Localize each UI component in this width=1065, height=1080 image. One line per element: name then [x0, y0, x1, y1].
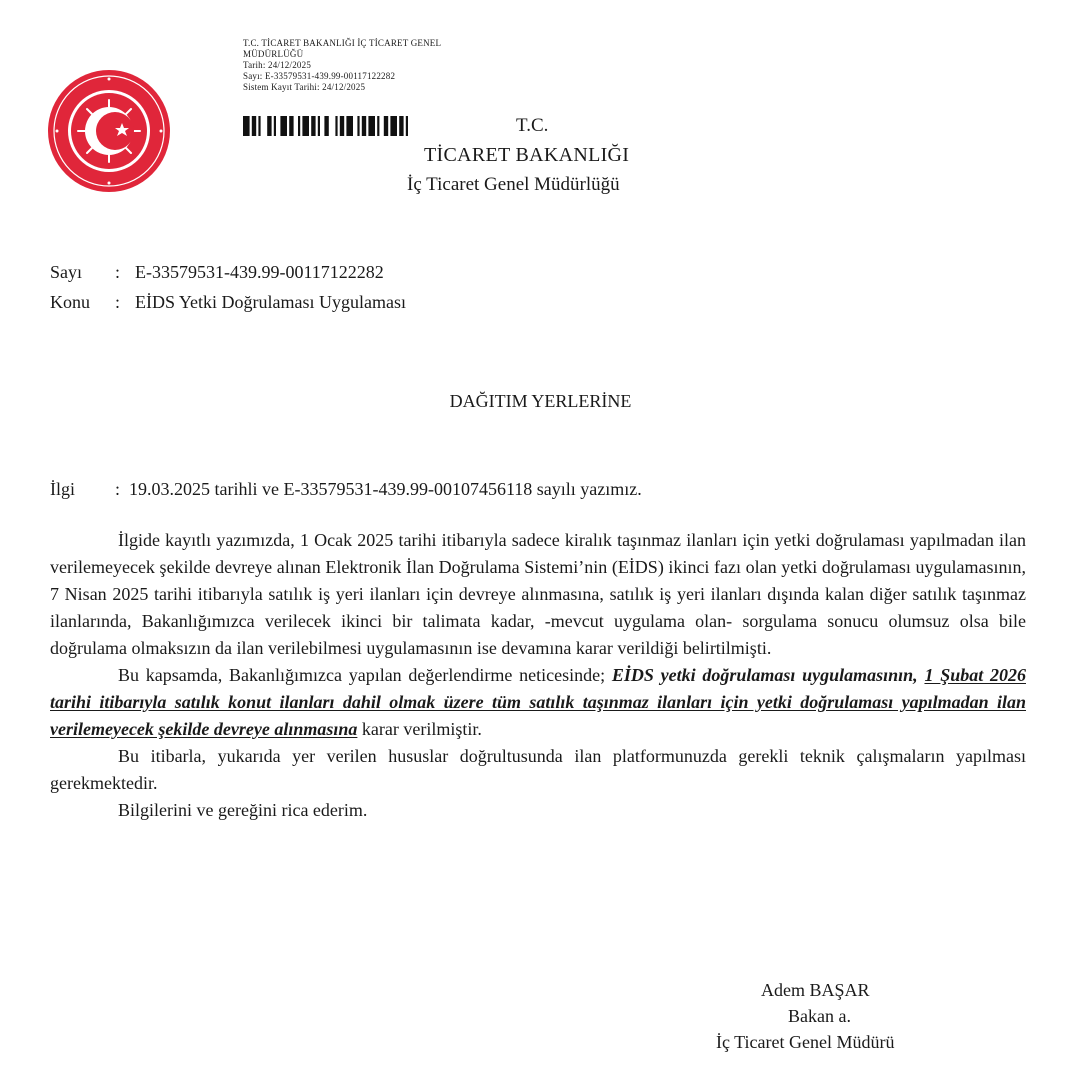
paragraph-2-bold: EİDS yetki doğrulaması uygulamasının,: [611, 665, 925, 685]
header-tc: T.C.: [516, 115, 549, 136]
signatory-title: İç Ticaret Genel Müdürü: [716, 1032, 895, 1052]
paragraph-3: Bu itibarla, yukarıda yer verilen hususlar doğrultusunda ilan platformunuzda gerekli teknik çalışmaların yapılması gerekmektedir.: [50, 746, 1026, 793]
ministry-seal-icon: [46, 68, 172, 194]
separator: :: [115, 479, 121, 499]
paragraph-2: [50, 662, 1026, 743]
paragraph-1: İlgide kayıtlı yazımızda, 1 Ocak 2025 tarihi itibarıyla sadece kiralık taşınmaz ilanları için yetki doğrulaması yapılmadan ilan verilemeyecek şekilde devreye alınan Elektronik İlan Doğrulama Sistemi’nin (EİDS) ikinci fazı olan yetki doğrulaması uygulamasının, 7 Nisan 2025 tarihi itibarıyla satılık iş yeri ilanları için devreye alınmasına, satılık iş yeri ilanları dışında kalan diğer satılık taşınmaz ilanlarında, Bakanlığımızca verilecek ikinci bir talimata kadar, -mevcut uygulama olan- sorgulama sonucu olumsuz olsa bile doğrulama olmaksızın da ilan verilebilmesi uygulamasının ise devamına karar verildiği belirtilmişti.: [50, 530, 1026, 658]
sayi-row: [50, 262, 384, 283]
stamp-line: T.C. TİCARET BAKANLIĞI İÇ TİCARET GENEL: [243, 38, 442, 48]
stamp-system-date: Sistem Kayıt Tarihi: 24/12/2025: [243, 82, 366, 92]
header-department: İç Ticaret Genel Müdürlüğü: [407, 174, 620, 195]
stamp-number: Sayı: E-33579531-439.99-00117122282: [243, 71, 396, 81]
paragraph-2-underlined: 1 Şubat 2026 tarihi itibarıyla satılık konut ilanları dahil olmak üzere tüm satılık taşınmaz ilanları için yetki doğrulaması yapılmadan ilan verilemeyecek şekilde devreye alınmasına: [50, 665, 1026, 739]
stamp-line: MÜDÜRLÜĞÜ: [243, 49, 304, 59]
header-ministry: TİCARET BAKANLIĞI: [424, 144, 630, 166]
paragraph-2-end: karar verilmiştir.: [357, 719, 482, 739]
signatory-name: Adem BAŞAR: [761, 980, 870, 1000]
konu-value: EİDS Yetki Doğrulaması Uygulaması: [135, 292, 406, 312]
letter-body: [50, 527, 1026, 824]
paragraph-4: Bilgilerini ve gereğini rica ederim.: [118, 800, 368, 820]
separator: :: [115, 262, 121, 282]
konu-row: [50, 292, 406, 313]
separator: :: [115, 292, 121, 312]
ilgi-label: İlgi: [50, 479, 75, 499]
signatory-role: Bakan a.: [788, 1006, 851, 1026]
registration-stamp: [243, 38, 441, 93]
sayi-value: E-33579531-439.99-00117122282: [135, 262, 384, 282]
paragraph-2-intro: Bu kapsamda, Bakanlığımızca yapılan değerlendirme neticesinde;: [118, 665, 612, 685]
sayi-label: Sayı: [50, 262, 83, 282]
konu-label: Konu: [50, 292, 90, 312]
distribution-heading: DAĞITIM YERLERİNE: [449, 391, 632, 411]
stamp-date: Tarih: 24/12/2025: [243, 60, 312, 70]
ilgi-value: 19.03.2025 tarihli ve E-33579531-439.99-00107456118 sayılı yazımız.: [129, 479, 642, 499]
ilgi-row: [50, 479, 642, 500]
barcode: [243, 116, 505, 136]
